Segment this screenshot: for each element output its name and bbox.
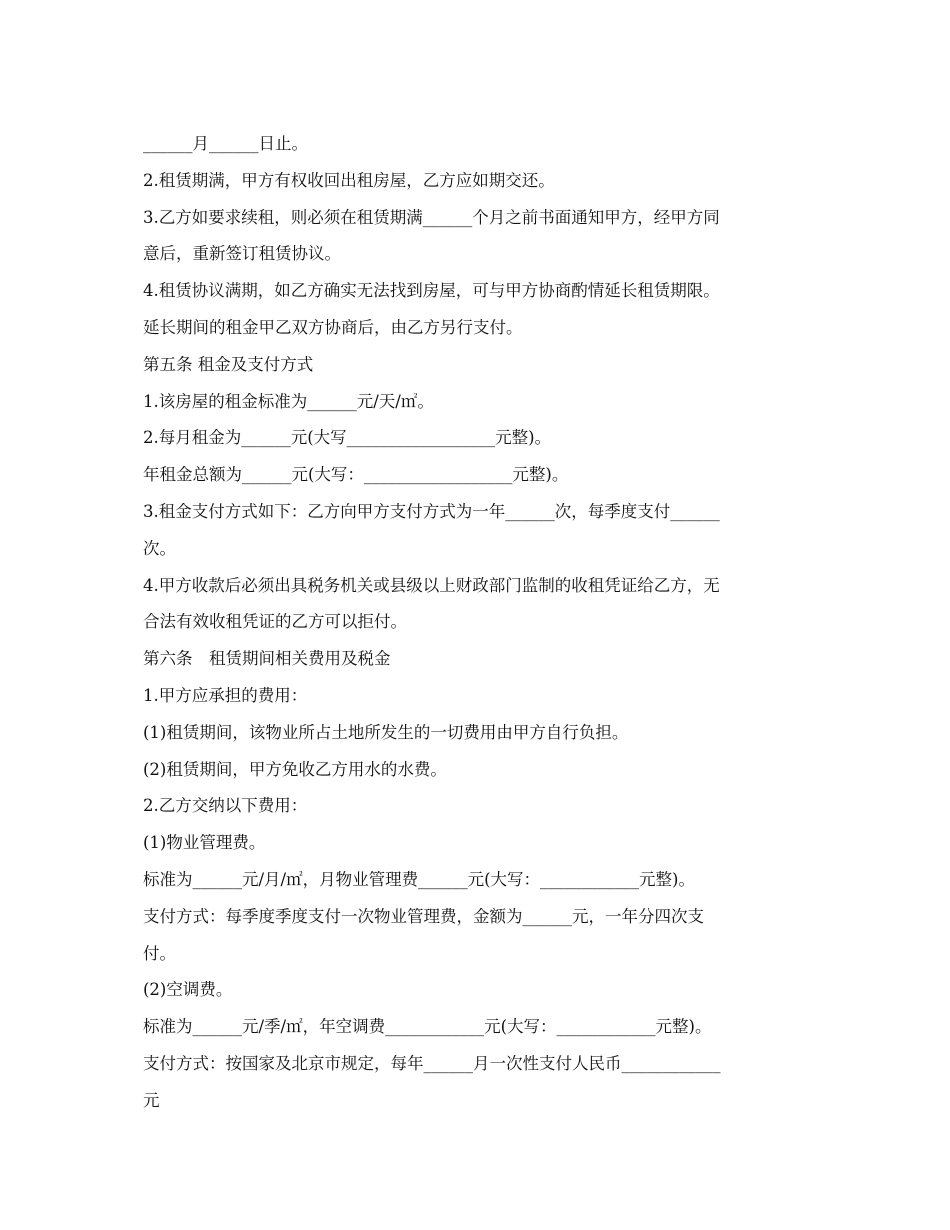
text-line: (2)空调费。 [143,980,233,1000]
text-line: 次。 [143,538,176,558]
text-line: 4.甲方收款后必须出具税务机关或县级以上财政部门监制的收租凭证给乙方，无 [143,575,720,595]
text-line: 标准为______元/季/㎡，年空调费____________元(大写：____________元整)。 [143,1017,712,1037]
text-line: ______月______日止。 [143,134,308,153]
text-line: 元 [143,1090,160,1110]
text-line: (2)租赁期间，甲方免收乙方用水的水费。 [143,759,447,779]
text-line: 2.租赁期满，甲方有权收回出租房屋，乙方应如期交还。 [143,170,555,190]
section-heading: 第六条 租赁期间相关费用及税金 [143,649,391,669]
text-line: 2.乙方交纳以下费用： [143,796,308,816]
text-line: 4.租赁协议满期，如乙方确实无法找到房屋，可与甲方协商酌情延长租赁期限。 [143,281,720,301]
text-line: 支付方式：按国家及北京市规定，每年______月一次性支付人民币____________ [143,1053,721,1073]
text-line: 支付方式：每季度季度支付一次物业管理费，金额为______元，一年分四次支 [143,906,704,926]
text-line: 3.乙方如要求续租，则必须在租赁期满______个月之前书面通知甲方，经甲方同 [143,207,720,227]
text-line: 标准为______元/月/㎡，月物业管理费______元(大写：____________元整)。 [143,869,695,889]
section-heading: 第五条 租金及支付方式 [143,354,314,374]
text-line: 3.租金支付方式如下：乙方向甲方支付方式为一年______次，每季度支付______ [143,501,720,521]
text-line: 付。 [143,943,176,963]
text-line: 年租金总额为______元(大写：__________________元整)。 [143,465,569,485]
text-line: 合法有效收租凭证的乙方可以拒付。 [143,612,407,632]
text-line: (1)租赁期间，该物业所占土地所发生的一切费用由甲方自行负担。 [143,722,629,742]
text-line: 1.该房屋的租金标准为______元/天/㎡。 [143,391,434,411]
document-page [143,126,803,1120]
text-line: 1.甲方应承担的费用： [143,685,308,705]
text-line: 2.每月租金为______元(大写__________________元整)。 [143,428,552,448]
text-line: 延长期间的租金甲乙双方协商后，由乙方另行支付。 [143,317,523,337]
text-line: (1)物业管理费。 [143,833,266,853]
text-line: 意后，重新签订租赁协议。 [143,244,341,264]
